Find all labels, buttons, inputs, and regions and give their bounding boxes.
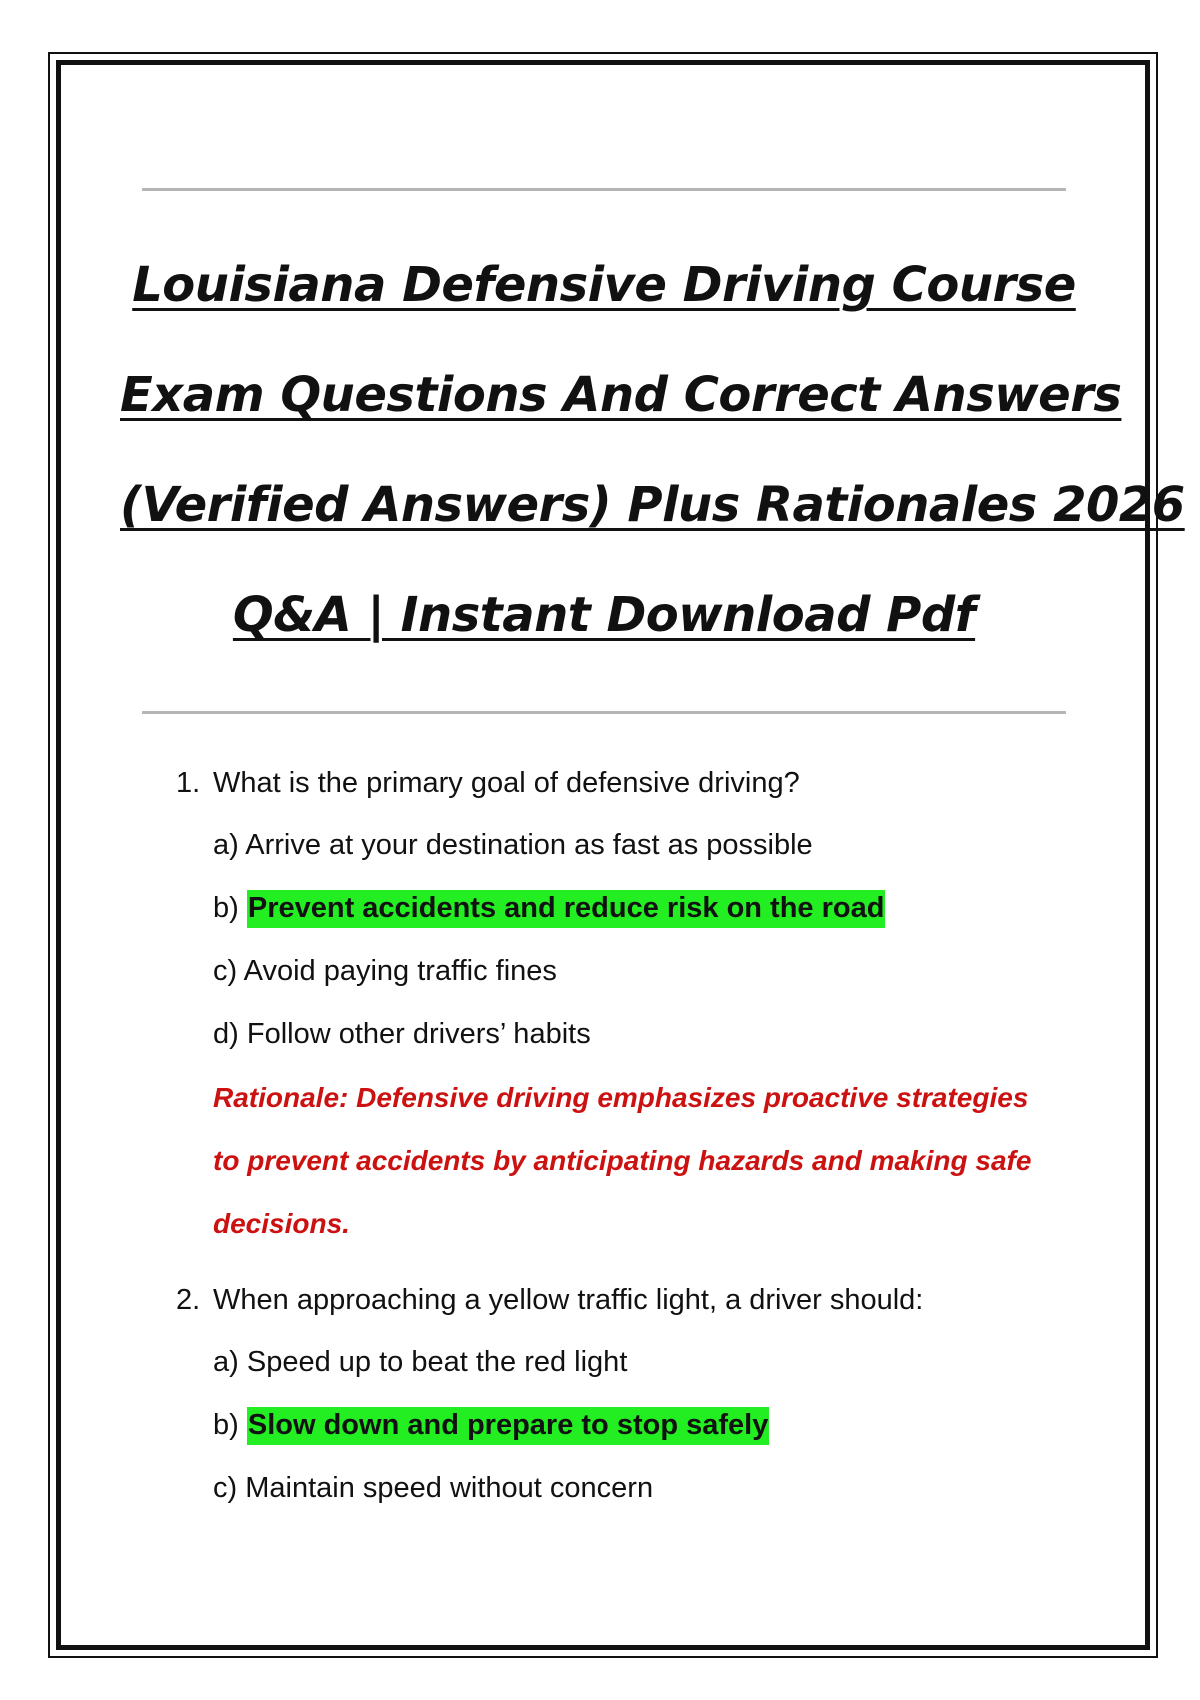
option-letter: a): [213, 1346, 239, 1378]
option-text: Speed up to beat the red light: [246, 1346, 628, 1378]
correct-answer-highlight: Prevent accidents and reduce risk on the road: [247, 890, 886, 928]
answer-option: [213, 940, 1076, 1003]
title-line: Louisiana Defensive Driving Course: [132, 257, 1076, 313]
option-letter: c): [213, 955, 238, 987]
question-text: What is the primary goal of defensive driving?: [213, 767, 800, 799]
option-text: Follow other drivers’ habits: [246, 1018, 591, 1050]
bottom-divider: [142, 711, 1066, 714]
top-divider: [142, 188, 1066, 191]
option-letter: c): [213, 1472, 238, 1504]
title-line: Exam Questions And Correct Answers: [120, 367, 1122, 423]
answer-option: [213, 1457, 1076, 1520]
question-2: [176, 1269, 1076, 1520]
title-line: Q&A | Instant Download Pdf: [232, 587, 976, 643]
option-text: Arrive at your destination as fast as possible: [245, 829, 813, 861]
option-letter: b): [213, 892, 239, 924]
question-number: 2.: [176, 1284, 201, 1316]
option-text: Avoid paying traffic fines: [243, 955, 557, 987]
rationale-text: Rationale: Defensive driving emphasizes proactive strategies to prevent accidents by anticipating hazards and making safe decisions.: [213, 1082, 1032, 1239]
answer-option: [213, 814, 1076, 877]
question-stem: [176, 752, 1076, 814]
title-line: (Verified Answers) Plus Rationales 2026: [120, 477, 1185, 533]
question-number: 1.: [176, 767, 201, 799]
option-letter: a): [213, 829, 239, 861]
option-text: Maintain speed without concern: [245, 1472, 654, 1504]
correct-answer-highlight: Slow down and prepare to stop safely: [247, 1407, 769, 1445]
answer-option-correct: [213, 877, 1076, 940]
option-letter: d): [213, 1018, 239, 1050]
answer-option-correct: [213, 1394, 1076, 1457]
option-letter: b): [213, 1409, 239, 1441]
question-stem: [176, 1269, 1076, 1331]
question-1: [176, 752, 1076, 1255]
question-text: When approaching a yellow traffic light, a driver should:: [213, 1284, 924, 1316]
document-title: [120, 230, 1185, 670]
answer-option: [213, 1331, 1076, 1394]
answer-option: [213, 1003, 1076, 1066]
question-list: [176, 752, 1076, 1520]
